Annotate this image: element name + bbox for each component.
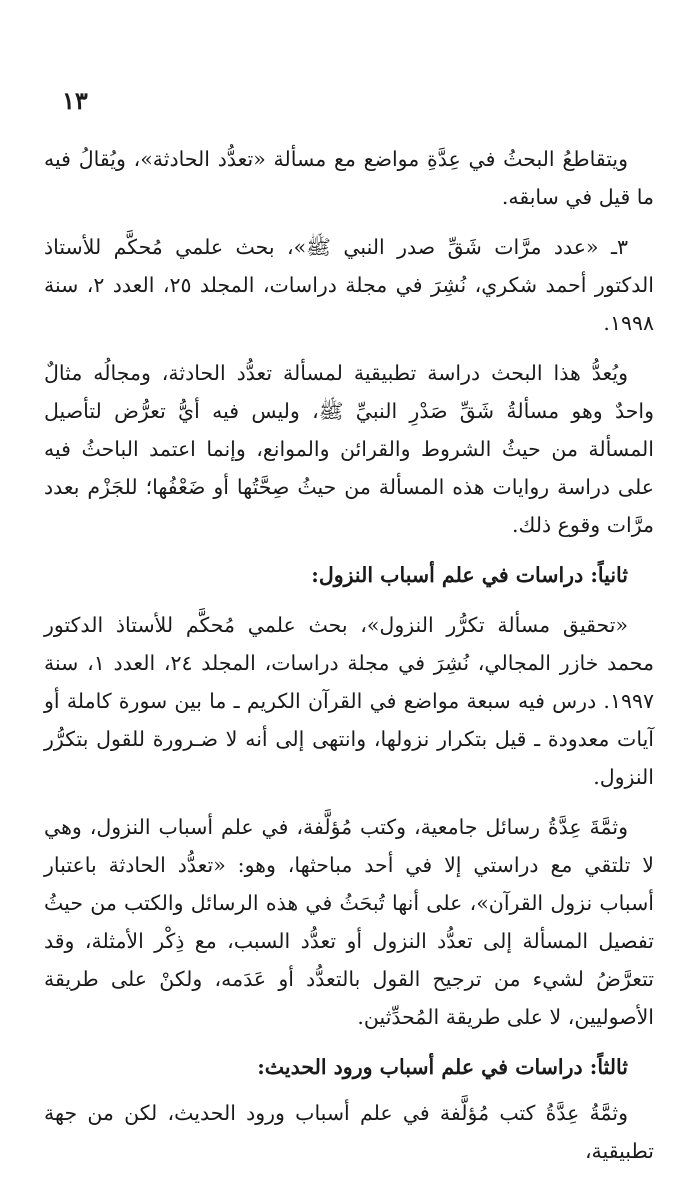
paragraph-1: ويتقاطعُ البحثُ في عِدَّةِ مواضع مع مسألة «تعدُّد الحادثة»، ويُقالُ فيه ما قيل في سابقه. <box>44 147 654 209</box>
paragraph-item-3: ٣ـ «عدد مرَّات شَقِّ صدر النبي ﷺ»، بحث علمي مُحكَّم للأستاذ الدكتور أحمد شكري، نُشِرَ في مجلة دراسات، المجلد ٢٥، العدد ٢، سنة ١٩٩٨. <box>44 235 654 335</box>
page-number: ١٣ <box>62 86 88 115</box>
section-heading-second: ثانياً: دراسات في علم أسباب النزول: <box>311 563 628 587</box>
paragraph-6: وثمَّةَ عِدَّةُ رسائل جامعية، وكتب مُؤلَّفة، في علم أسباب النزول، وهي لا تلتقي مع دراستي إلا في أحد مباحثها، وهو: «تعدُّد الحادثة باعتبار أسباب نزول القرآن»، على أنها تُبحَثُ في هذه الرسائل والكتب من حيثُ تفصيل المسألة إلى تعدُّد النزول أو تعدُّد السبب، مع ذِكْر الأمثلة، وقد تتعرَّضُ لشيء من ترجيح القول بالتعدُّد أو عَدَمه، ولكنْ على طريقة الأصوليين، لا على طريقة المُحدِّثين. <box>44 815 654 1029</box>
paragraph-3: ويُعدُّ هذا البحث دراسة تطبيقية لمسألة تعدُّد الحادثة، ومجالُه مثالٌ واحدٌ وهو مسألةُ شَقِّ صَدْرِ النبيِّ ﷺ، وليس فيه أيُّ تعرُّض لتأصيل المسألة من حيثُ الشروط والقرائن والموانع، وإنما اعتمد الباحثُ فيه على دراسة روايات هذه المسألة من حيثُ صِحَّتُها أو ضَعْفُها؛ للجَزْم بعدد مرَّات وقوع ذلك. <box>44 361 654 537</box>
paragraph-5: «تحقيق مسألة تكرُّر النزول»، بحث علمي مُحكَّم للأستاذ الدكتور محمد خازر المجالي، نُشِرَ في مجلة دراسات، المجلد ٢٤، العدد ١، سنة ١٩٩٧. درس فيه سبعة مواضع في القرآن الكريم ـ ما بين سورة كاملة أو آيات معدودة ـ قيل بتكرار نزولها، وانتهى إلى أنه لا ضـرورة للقول بتكرُّر النزول. <box>44 613 654 789</box>
page-body <box>44 140 654 1182</box>
section-heading-third: ثالثاً: دراسات في علم أسباب ورود الحديث: <box>257 1055 628 1079</box>
paragraph-8: وثمَّةُ عِدَّةُ كتب مُؤلَّفة في علم أسباب ورود الحديث، لكن من جهة تطبيقية، <box>44 1101 654 1163</box>
